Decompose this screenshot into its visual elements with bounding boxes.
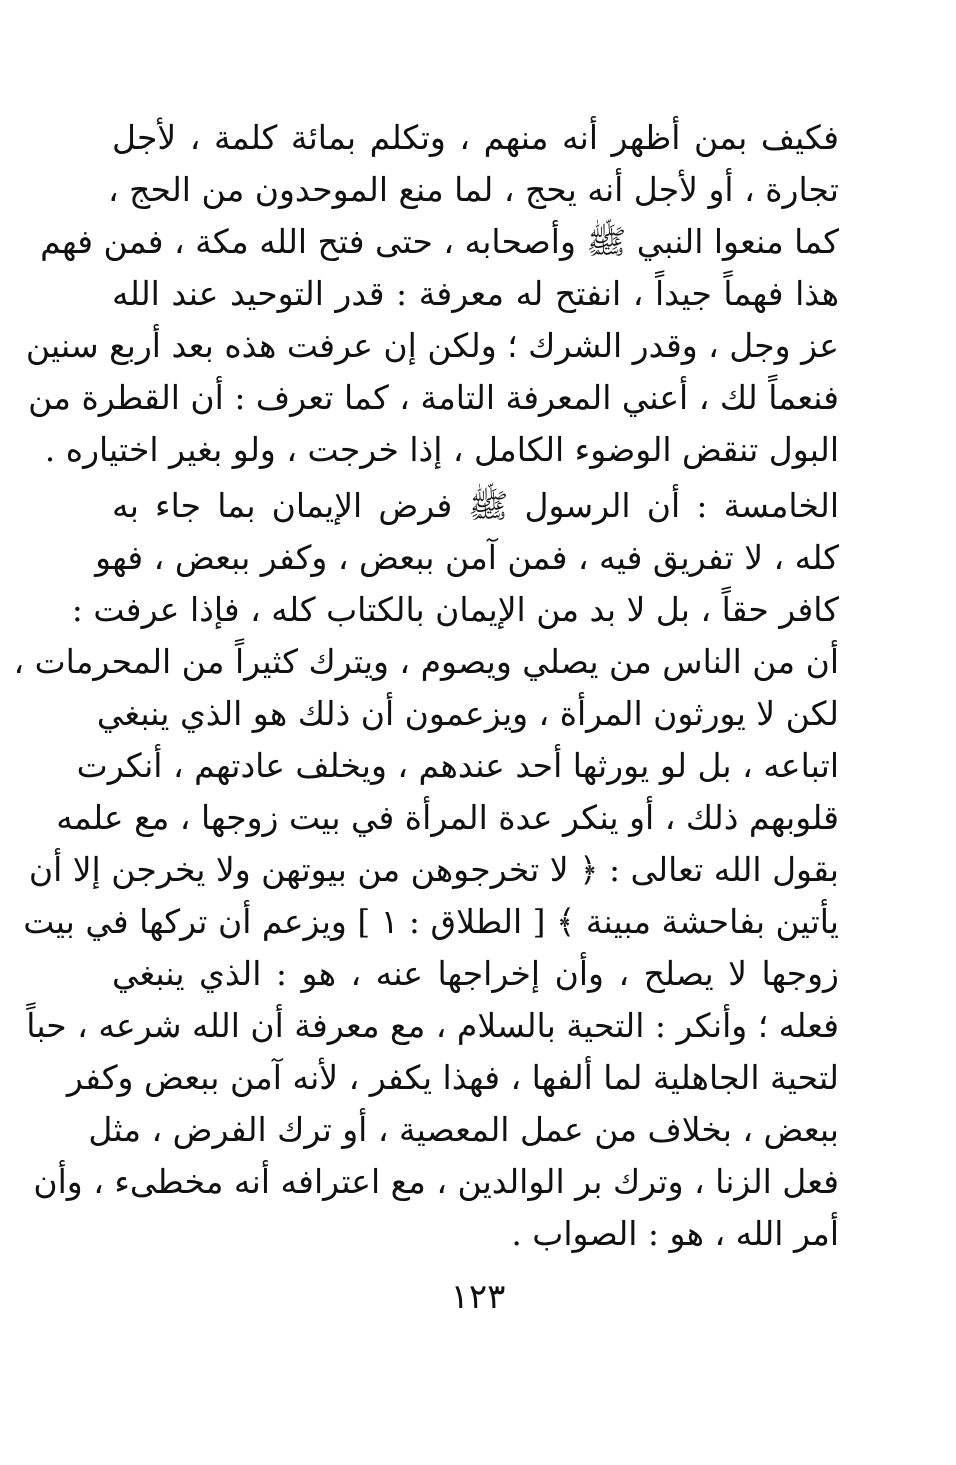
paragraph-1 [25, 112, 839, 476]
text-line: فعله ؛ وأنكر : التحية بالسلام ، مع معرفة أن الله شرعه ، حباً [26, 1006, 839, 1045]
text-line: فعل الزنا ، وترك بر الوالدين ، مع اعترافه أنه مخطىء ، وأن [33, 1162, 839, 1201]
text-line: لكن لا يورثون المرأة ، ويزعمون أن ذلك هو الذي ينبغي [96, 694, 839, 733]
page-number: ١٢٣ [450, 1277, 506, 1317]
text-line: كله ، لا تفريق فيه ، فمن آمن ببعض ، وكفر ببعض ، فهو [95, 538, 839, 577]
text-line: ببعض ، بخلاف من عمل المعصية ، أو ترك الفرض ، مثل [88, 1110, 839, 1149]
text-line: هذا فهماً جيداً ، انفتح له معرفة : قدر التوحيد عند الله [112, 274, 839, 313]
text-line: يأتين بفاحشة مبينة ﴾ [ الطلاق : ١ ] ويزعم أن تركها في بيت [23, 902, 839, 941]
text-line: اتباعه ، بل لو يورثها أحد عندهم ، ويخلف عادتهم ، أنكرت [76, 746, 839, 785]
paragraph-2 [13, 480, 839, 1260]
text-line: فكيف بمن أظهر أنه منهم ، وتكلم بمائة كلمة ، لأجل [112, 118, 839, 157]
text-line: لتحية الجاهلية لما ألفها ، فهذا يكفر ، لأنه آمن ببعض وكفر [66, 1058, 839, 1097]
text-line: فنعماً لك ، أعني المعرفة التامة ، كما تعرف : أن القطرة من [28, 378, 839, 417]
text-line: البول تنقض الوضوء الكامل ، إذا خرجت ، ولو بغير اختياره . [44, 430, 839, 469]
text-line: زوجها لا يصلح ، وأن إخراجها عنه ، هو : الذي ينبغي [112, 954, 839, 993]
text-line: عز وجل ، وقدر الشرك ؛ ولكن إن عرفت هذه بعد أربع سنين [25, 326, 839, 365]
text-line: تجارة ، أو لأجل أنه يحج ، لما منع الموحدون من الحج ، [108, 170, 839, 209]
text-line: كما منعوا النبي ﷺ وأصحابه ، حتى فتح الله مكة ، فمن فهم [40, 222, 839, 261]
text-line: قلوبهم ذلك ، أو ينكر عدة المرأة في بيت زوجها ، مع علمه [56, 798, 839, 837]
text-line: الخامسة : أن الرسول ﷺ فرض الإيمان بما جاء به [112, 486, 839, 525]
text-line: أن من الناس من يصلي ويصوم ، ويترك كثيراً من المحرمات ، [13, 642, 839, 681]
text-line: كافر حقاً ، بل لا بد من الإيمان بالكتاب كله ، فإذا عرفت : [71, 590, 839, 629]
text-line: بقول الله تعالى : ﴿ لا تخرجوهن من بيوتهن ولا يخرجن إلا أن [28, 850, 839, 889]
text-line: أمر الله ، هو : الصواب . [511, 1214, 839, 1253]
